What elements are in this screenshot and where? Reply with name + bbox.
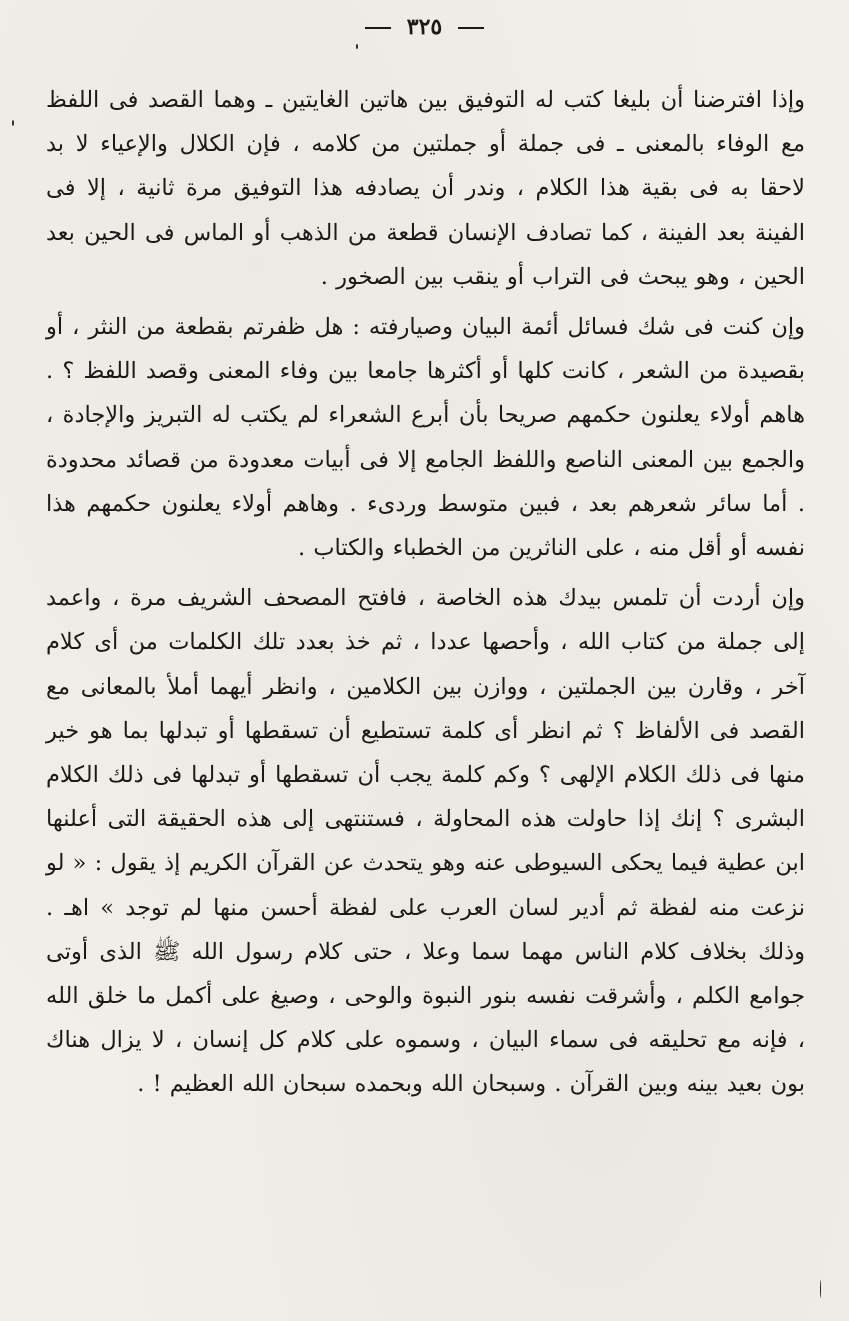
scan-speck bbox=[356, 44, 358, 49]
scan-speck bbox=[12, 120, 14, 126]
header-dash-right bbox=[458, 27, 484, 29]
header-dash-left bbox=[365, 27, 391, 29]
scan-speck bbox=[820, 1280, 821, 1298]
page-number: ٣٢٥ bbox=[406, 14, 443, 40]
page-number-header bbox=[0, 14, 849, 40]
paragraph-1: وإذا افترضنا أن بليغا كتب له التوفيق بين هاتين الغايتين ـ وهما القصد فى اللفظ مع الوفاء بالمعنى ـ فى جملة أو جملتين من كلامه ، فإن الكلال والإعياء لا بد لاحقا به فى بقية هذا الكلام ، وندر أن يصادفه هذا التوفيق مرة ثانية ، إلا فى الفينة بعد الفينة ، كما تصادف الإنسان قطعة من الذهب أو الماس فى الحين بعد الحين ، وهو يبحث فى التراب أو ينقب بين الصخور . bbox=[46, 87, 805, 290]
paragraph-2: وإن كنت فى شك فسائل أئمة البيان وصيارفته : هل ظفرتم بقطعة من النثر ، أو بقصيدة من الشعر ، كانت كلها أو أكثرها جامعا بين وفاء المعنى وقصد اللفظ ؟ . هاهم أولاء يعلنون حكمهم صريحا بأن أبرع الشعراء لم يكتب له التبريز والإجادة ، والجمع بين المعنى الناصع واللفظ الجامع إلا فى أبيات معدودة من قصائد محدودة . أما سائر شعرهم بعد ، فبين متوسط وردىء . وهاهم أولاء يعلنون حكمهم هذا نفسه أو أقل منه ، على الناثرين من الخطباء والكتاب . bbox=[46, 314, 805, 562]
body-text bbox=[46, 78, 805, 1107]
paragraph-3: وإن أردت أن تلمس بيدك هذه الخاصة ، فافتح المصحف الشريف مرة ، واعمد إلى جملة من كتاب الله ، وأحصها عددا ، ثم خذ بعدد تلك الكلمات من أى كلام آخر ، وقارن بين الجملتين ، ووازن بين الكلامين ، وانظر أيهما أملأ بالمعانى مع القصد فى الألفاظ ؟ ثم انظر أى كلمة تستطيع أن تسقطها أو تبدلها بما هو خير منها فى ذلك الكلام الإلهى ؟ وكم كلمة يجب أن تسقطها أو تبدلها فى ذلك الكلام البشرى ؟ إنك إذا حاولت هذه المحاولة ، فستنتهى إلى هذه الحقيقة التى أعلنها ابن عطية فيما يحكى السيوطى عنه وهو يتحدث عن القرآن الكريم إذ يقول : « لو نزعت منه لفظة ثم أدير لسان العرب على لفظة أحسن منها لم توجد » اهـ . وذلك بخلاف كلام الناس مهما سما وعلا ، حتى كلام رسول الله ﷺ الذى أوتى جوامع الكلم ، وأشرقت نفسه بنور النبوة والوحى ، وصيغ على أكمل ما خلق الله ، فإنه مع تحليقه فى سماء البيان ، وسموه على كلام كل إنسان ، لا يزال هناك بون بعيد بينه وبين القرآن . وسبحان الله وبحمده سبحان الله العظيم ! . bbox=[46, 585, 805, 1098]
